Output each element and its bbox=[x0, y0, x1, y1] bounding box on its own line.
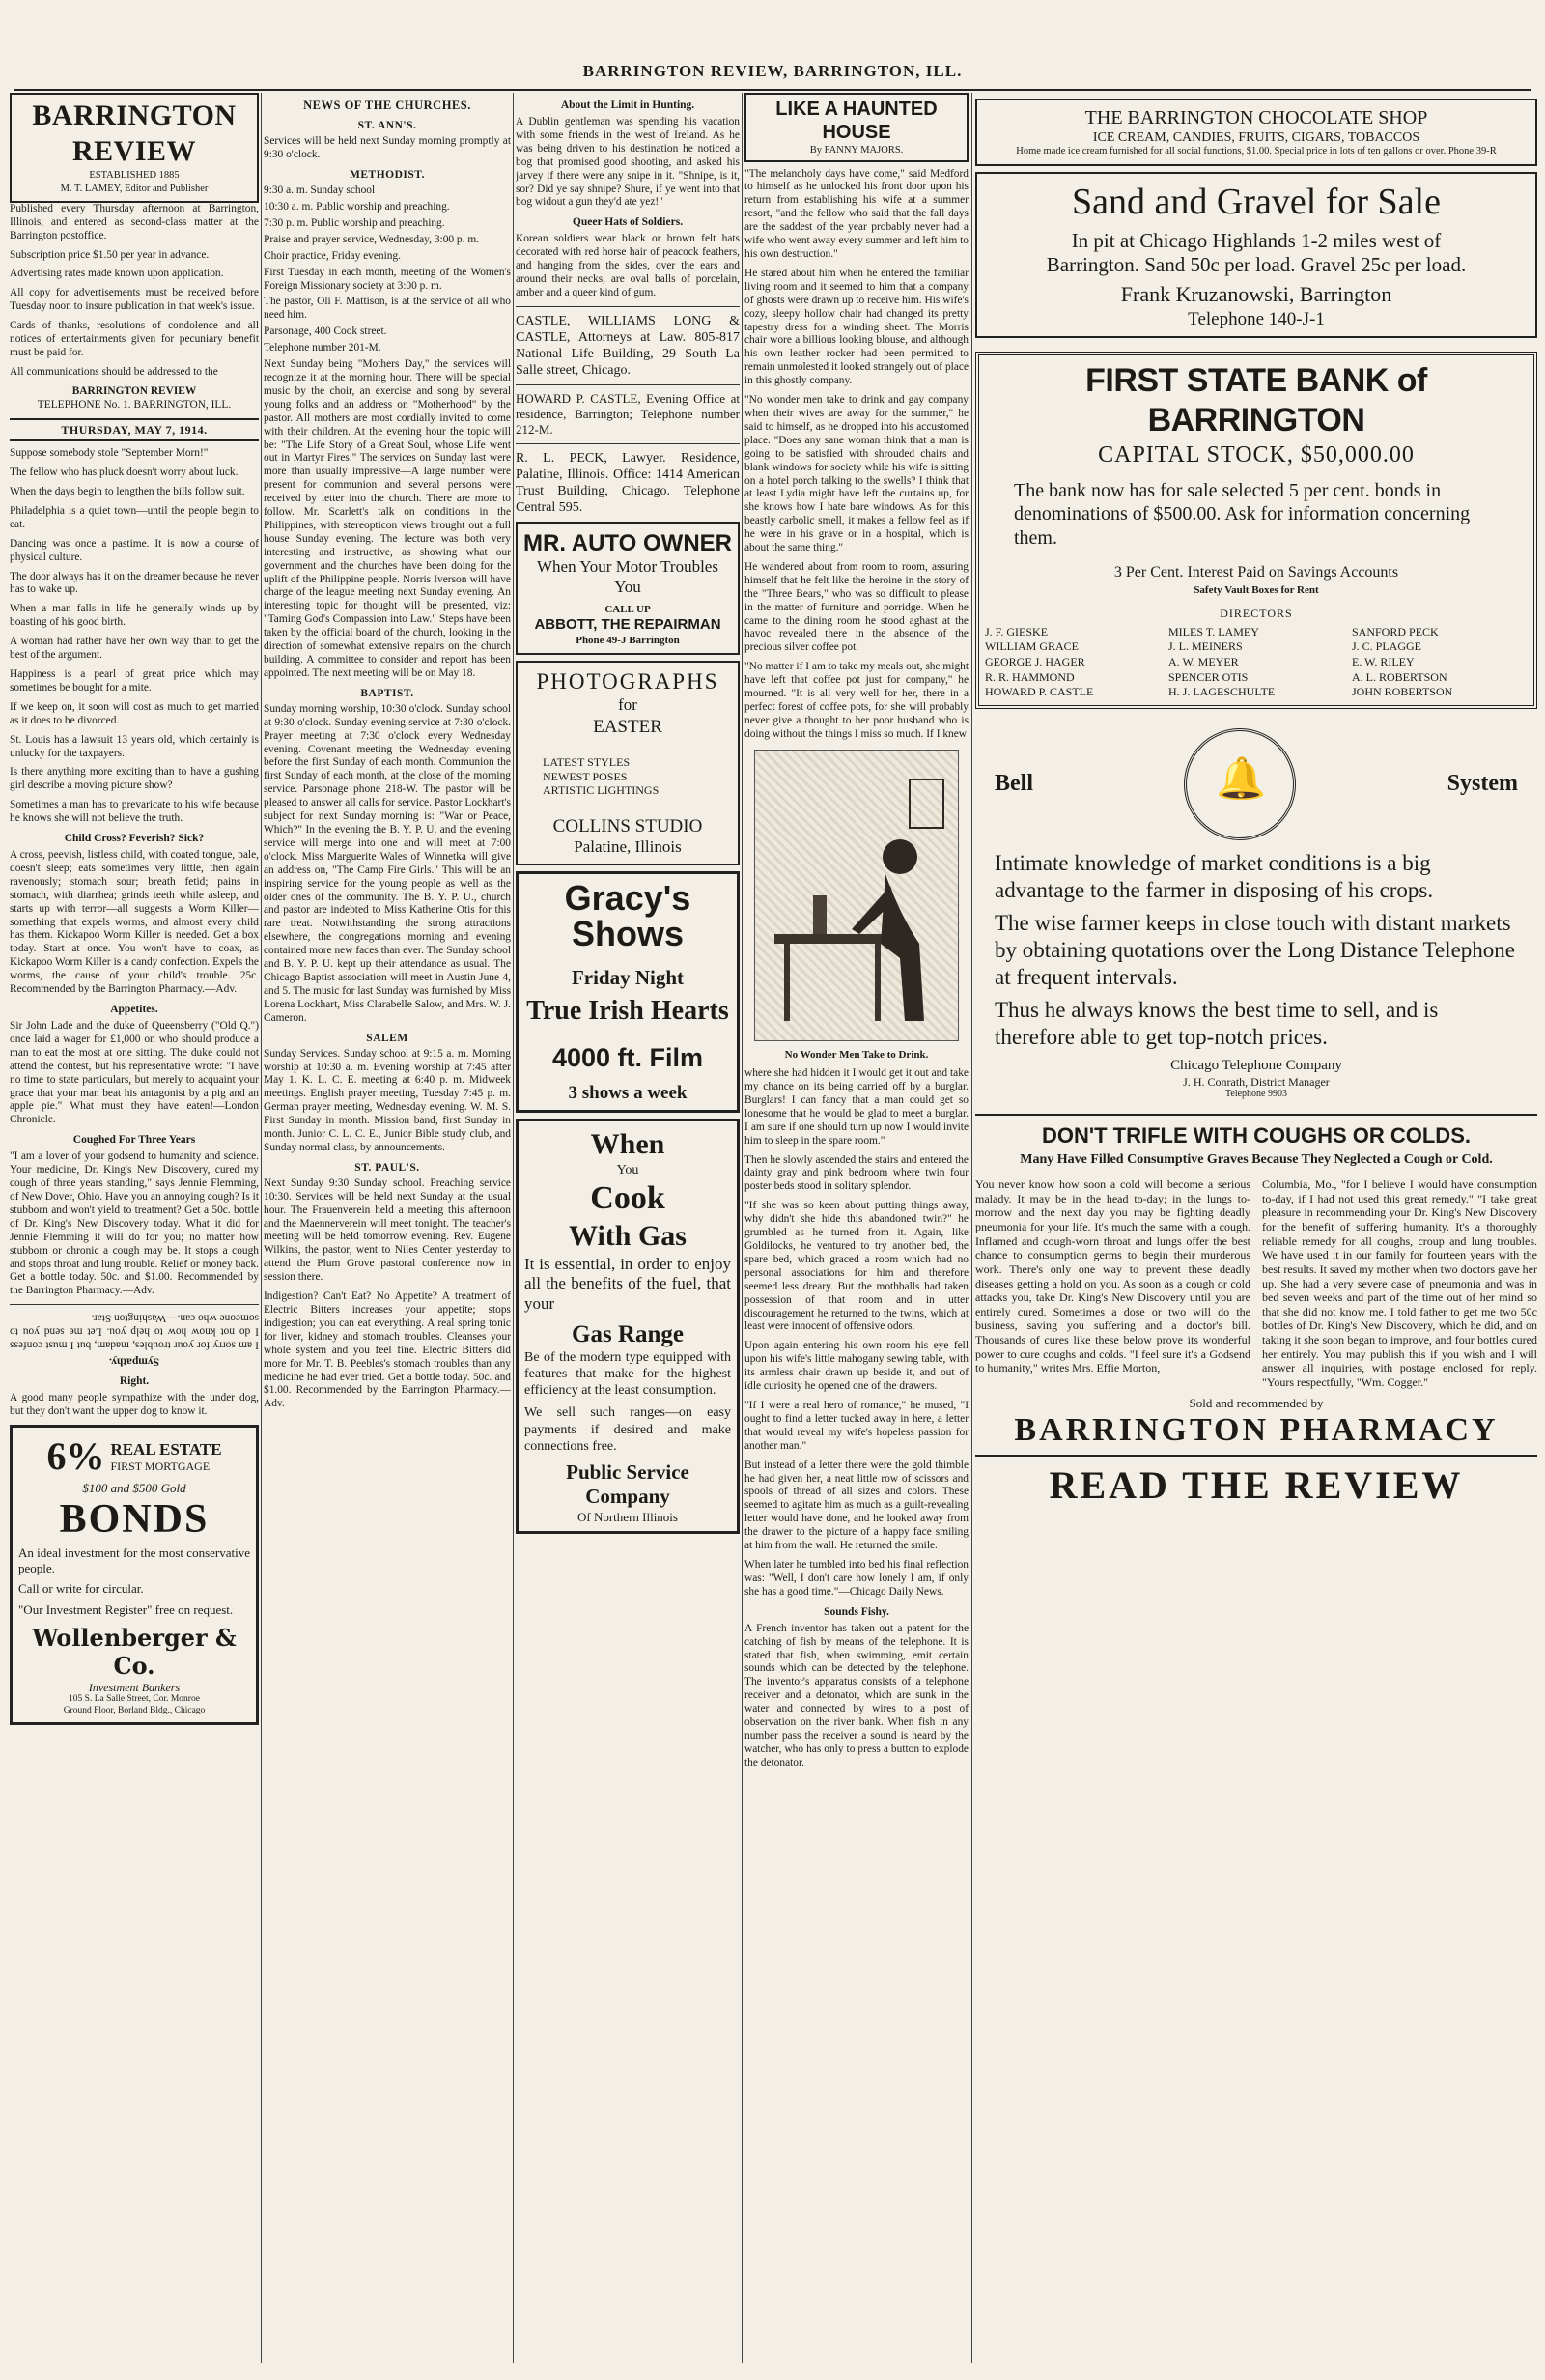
cough-title: DON'T TRIFLE WITH COUGHS OR COLDS. bbox=[1042, 1123, 1471, 1148]
bank-body: The bank now has for sale selected 5 per cent. bonds in denominations of $500.00. Ask for information concerning them. bbox=[1014, 480, 1471, 549]
methodist-line: 9:30 a. m. Sunday school bbox=[264, 184, 376, 197]
church-heading: SALEM bbox=[366, 1032, 408, 1044]
story-byline: By FANNY MAJORS. bbox=[809, 144, 904, 156]
director-list bbox=[985, 625, 1528, 699]
sand-phone: Telephone 140-J-1 bbox=[1188, 308, 1325, 329]
column-rule bbox=[261, 93, 262, 2363]
director-name: A. W. MEYER bbox=[1168, 655, 1239, 669]
short-paragraph: Happiness is a pearl of great price which may sometimes be bought for a mite. bbox=[10, 667, 259, 694]
divider bbox=[10, 1304, 259, 1305]
photo-line: ARTISTIC LIGHTINGS bbox=[543, 783, 660, 798]
bonds-line1: An ideal investment for the most conservative people. bbox=[18, 1544, 250, 1575]
column-5 bbox=[975, 93, 1537, 2363]
story-paragraph: "The melancholy days have come," said Medford to himself as he unlocked his front door upon his return from establishing his wife at a summer resort, "and the fellow who said that the fall days are the saddest of the year probably never had a wife who went away every summer and left him to his own destruction." bbox=[744, 167, 969, 261]
article-body: A good many people sympathize with the under dog, but they don't want the upper dog to know it. bbox=[10, 1392, 259, 1417]
article-title: Appetites. bbox=[110, 1004, 158, 1016]
divider bbox=[516, 306, 740, 307]
bonds-address: 105 S. La Salle Street, Cor. Monroe bbox=[69, 1694, 200, 1705]
divider bbox=[516, 443, 740, 444]
story-paragraph: "No matter if I am to take my meals out, she might have left that coffee pot just for company," he mourned. "It is all very well for her, there in a perfect forest of coffee pots, for she will probably never give a thought to her poor husband who is doing without the things I miss so much. If I knew bbox=[744, 661, 969, 740]
cough-left: You never know how soon a cold will become a serious malady. It may be in the head to-day; in the lungs to-morrow and the next day you may be fighting deadly pneumonia for your life. It's much the same with a cough. Inflamed and cough-worn throat and lungs offer the best chance to consumption germs to begin their murderous work. There's only one way to prevent these deadly diseases getting a hold on you. As soon as a cough or cold attacks you, take Dr. King's New Discovery until you are entirely cured. Sometimes a dose or two will do the business, saving you suffering and a doctor's bill. Thousands of cures like these below prove its wonderful power to cure coughs and colds. "I feel sure it's a Godsend to humanity," writes Mrs. Effie Morton, bbox=[975, 1177, 1250, 1375]
article-body: A Dublin gentleman was spending his vacation with some friends in the west of Ireland. As he was being driven to his destination he noticed a bog that promised good shooting, and asked his jarvey if there were any snipe in it. "Shnipe, is it, sor? Did ye say shnipe? Shure, if ye went into that bog widout a gun they'd ate yez!" bbox=[516, 116, 740, 209]
story-paragraph: But instead of a letter there were the gold thimble he had given her, a neat little row of scissors and spools of thread of all sizes and colors. These seemed to agitate him as much as a guilt-revealing letter would have done, and he looked away from the drawer to the picture of a happy face smiling at him from the wall. He returned the smile. bbox=[744, 1459, 969, 1552]
column-1 bbox=[10, 93, 259, 2363]
article-body: A cross, peevish, listless child, with coated tongue, pale, doesn't sleep; eats sometimes very little, then again ravenously; stomach sour; breath fetid; pains in stomach, with diarrhea; grinds teeth while asleep, and starts up with terror—all suggests a Worm Killer—something that expels worms, and almost every child has them. Kickapoo Worm Killer is needed. Get a box today. Start at once. You won't have to coax, as Kickapoo Worm Killer is a candy confection. Expels the worms, the cause of your child's trouble. 25c. Recommended by the Barrington Pharmacy.—Adv. bbox=[10, 849, 259, 996]
gracy-title: Gracy's Shows bbox=[564, 877, 691, 954]
auto-sub: When Your Motor Troubles You bbox=[537, 557, 718, 597]
bell-company: Chicago Telephone Company bbox=[1170, 1058, 1342, 1074]
director-name: R. R. HAMMOND bbox=[985, 669, 1075, 684]
story-header bbox=[744, 93, 969, 162]
short-paragraph: The fellow who has pluck doesn't worry about luck. bbox=[10, 467, 239, 479]
bonds-line2: Call or write for circular. bbox=[18, 1581, 144, 1597]
methodist-line: First Tuesday in each month, meeting of the Women's Foreign Missionary society at 3:00 p. m. bbox=[264, 266, 511, 292]
director-name: JOHN ROBERTSON bbox=[1352, 685, 1453, 699]
read-review: READ THE REVIEW bbox=[975, 1455, 1537, 1510]
castle-evening-card: HOWARD P. CASTLE, Evening Office at residence, Barrington; Telephone number 212-M. bbox=[516, 391, 740, 437]
church-text: Services will be held next Sunday morning promptly at 9:30 o'clock. bbox=[264, 135, 511, 161]
story-paragraph: He stared about him when he entered the familiar living room and it seemed to him that a company of ghosts were drawn up to receive him. His wife's cozy, sleepy hollow chair had changed its pretty tapestry dress for a winding sheet. The Morris chair wore a billious looking blouse, and although his own leather rocker had been permitted to remain unmolested it looked strangely out of place in this ghostly company. bbox=[744, 267, 969, 387]
gas-when: When bbox=[590, 1127, 665, 1160]
auto-name: ABBOTT, THE REPAIRMAN bbox=[534, 616, 721, 634]
bank-capital: CAPITAL STOCK, $50,000.00 bbox=[1098, 441, 1415, 468]
article-title: Sympathy. bbox=[108, 1356, 160, 1368]
article-title: Right. bbox=[119, 1375, 150, 1387]
choc-line: Home made ice cream furnished for all social functions, $1.00. Special price in lots of ten gallons or over. Phone 39-R bbox=[1016, 146, 1497, 157]
top-rule bbox=[14, 89, 1531, 91]
gracy-week: 3 shows a week bbox=[568, 1082, 688, 1103]
church-heading: BAPTIST. bbox=[360, 687, 414, 699]
photo-for: for bbox=[618, 695, 637, 714]
bell-paragraph: The wise farmer keeps in close touch with distant markets by obtaining quotations over the Long Distance Telephone at frequent intervals. bbox=[995, 910, 1515, 990]
bell-phone: Telephone 9903 bbox=[1224, 1089, 1287, 1100]
bank-vault: Safety Vault Boxes for Rent bbox=[1194, 583, 1319, 596]
methodist-lines bbox=[264, 184, 511, 355]
bank-directors: DIRECTORS bbox=[1220, 607, 1293, 621]
column-3 bbox=[516, 93, 740, 2363]
story-illustration bbox=[754, 750, 959, 1041]
advertising-notice: Advertising rates made known upon application. bbox=[10, 268, 224, 280]
cough-pharmacy: BARRINGTON PHARMACY bbox=[1014, 1412, 1499, 1449]
director-name: J. F. GIESKE bbox=[985, 624, 1049, 638]
short-paragraph: Suppose somebody stole "September Morn!" bbox=[10, 447, 209, 460]
established: ESTABLISHED 1885 bbox=[89, 170, 180, 182]
article-body: I am sorry for your troubles, madam, but I must confess I do not know how to help you. Let me send you to someone who can.—Washington Star. bbox=[10, 1313, 259, 1351]
photo-studio: COLLINS STUDIO bbox=[552, 815, 703, 836]
director-name: WILLIAM GRACE bbox=[985, 639, 1079, 654]
story-paragraph: where she had hidden it I would get it out and take my chance on its being carried off by a burglar. Burglars! I can fancy that a man could get so lonesome that he would be glad to meet a burglar. I am sure if one should turn up now I would invite him to sleep in the spare room." bbox=[744, 1067, 969, 1147]
cards-notice: Cards of thanks, resolutions of condolence and all notices of entertainments given for pecuniary benefit must be paid for. bbox=[10, 320, 259, 358]
article-title: Coughed For Three Years bbox=[72, 1134, 196, 1147]
inverted-article bbox=[10, 1311, 259, 1369]
bell-ad bbox=[975, 715, 1537, 1114]
gas-cook: Cook bbox=[590, 1180, 665, 1217]
auto-phone: Phone 49-J Barrington bbox=[576, 634, 680, 646]
article-title: Sounds Fishy. bbox=[824, 1605, 889, 1618]
column-rule bbox=[513, 93, 514, 2363]
director-name: HOWARD P. CASTLE bbox=[985, 685, 1094, 699]
church-text: Sunday Services. Sunday school at 9:15 a. m. Morning worship at 10:30 a. m. Evening worship at 7:45 after May 1. K. L. C. E. meeting at 6:40 p. m. Midweek meetings. English prayer meeting, Tuesday 7:45 p. m. German prayer meeting, Wednesday evening. W. M. S. First Sunday in month. Mission band, first Sunday in month. Junior C. L. C. E., Junior Bible study club, and Sunday normal class, by announcements. bbox=[264, 1047, 511, 1153]
cough-right: Columbia, Mo., "for I believe I would have consumption to-day, if I had not used this great remedy." "I take great pleasure in recommending your Dr. King's New Discovery for the benefit of suffering humanity. It's a thoroughly reliable remedy for all coughs, croup and lung troubles. We have used it in our family for fourteen years with the best results. It saved my mother when two doctors gave her up. She had a very severe case of pneumonia and was in bed seven weeks and part of the time out of her mind so that she did not know me. I told father to get me two 50c bottles of Dr. King's New Discovery, which he did, and on taking it she soon began to improve, and four bottles cured her entirely. You may publish this if you wish and I will answer all inquiries, with postage enclosed for reply. "Yours respectfully, "Wm. Cogger." bbox=[1262, 1177, 1537, 1389]
story-title: LIKE A HAUNTED HOUSE bbox=[775, 99, 938, 144]
bank-ad bbox=[975, 352, 1537, 709]
methodist-line: Praise and prayer service, Wednesday, 3:00 p. m. bbox=[264, 233, 480, 245]
director-name: H. J. LAGESCHULTE bbox=[1168, 685, 1276, 699]
methodist-line: Telephone number 201-M. bbox=[264, 342, 381, 354]
director-name: SANFORD PECK bbox=[1352, 624, 1439, 638]
methodist-line: Parsonage, 400 Cook street. bbox=[264, 326, 387, 338]
short-paragraph: Dancing was once a pastime. It is now a course of physical culture. bbox=[10, 537, 259, 563]
article-title: Child Cross? Feverish? Sick? bbox=[64, 833, 205, 845]
gas-body: It is essential, in order to enjoy all the benefits of the fuel, that your bbox=[524, 1254, 731, 1313]
church-heading: ST. PAUL'S. bbox=[354, 1161, 420, 1174]
article-title: Queer Hats of Soldiers. bbox=[572, 216, 684, 229]
director-name: E. W. RILEY bbox=[1352, 655, 1415, 669]
issue-date: THURSDAY, MAY 7, 1914. bbox=[10, 418, 259, 442]
bell-header bbox=[995, 728, 1518, 840]
gas-range: Gas Range bbox=[572, 1320, 684, 1347]
gas-region: Of Northern Illinois bbox=[577, 1509, 678, 1524]
article-body: A French inventor has taken out a patent for the catching of fish by means of the telephone. It is stated that fish, when swimming, emit certain sounds which can be detected by the telephone. The inventor's apparatus consists of a telephone receiver and a detonator, which are sunk in the water and connected by wires to a post of observation on the river bank. When fish in any number pass the receiver a sound is heard by the watcher, who has only to press a button to explode the detonator. bbox=[744, 1622, 969, 1769]
article-body: "I am a lover of your godsend to humanity and science. Your medicine, Dr. King's New Discovery, cured my cough of three years standing," says Jennie Flemming, of New Dover, Ohio. Have you an annoying cough? Is it stubborn and won't yield to treatment? Get a 50c. bottle of Dr. King's New Discovery today. What it did for Jennie Flemming it will do for you; no matter how stubborn or chronic a cough may be. It stops a cough and stops throat and lung trouble. Relief or money back. Get a bottle today. 50c. and $1.00. Recommended by the Barrington Pharmacy.—Adv. bbox=[10, 1150, 259, 1297]
bonds-percent: 6% bbox=[46, 1433, 105, 1478]
short-paragraph: The door always has it on the dreamer because he never has to wake up. bbox=[10, 570, 259, 596]
story-paragraph: When later he tumbled into bed his final reflection was: "Well, I don't care how lonely I am, if only she has a good time."—Chicago Daily News. bbox=[744, 1558, 969, 1598]
article-title: About the Limit in Hunting. bbox=[560, 99, 695, 111]
cough-ad bbox=[975, 1114, 1537, 1509]
story-paragraph: "If she was so keen about putting things away, why didn't she hide this abandoned twin?" he grumbled as he turned from it. Again, like Goldilocks, he ventured to try another bed, the spare bed, which graced a room which had no personal associations for him and therefore seemed less dreary. But the mothballs had taken possession of that room and in utter discouragement he returned to the twins, which at least were innocent of offensive odors. bbox=[744, 1200, 969, 1333]
published-notice: Published every Thursday afternoon at Barrington, Illinois, and entered as second-class matter at the Barrington postoffice. bbox=[10, 202, 259, 241]
bell-manager: J. H. Conrath, District Manager bbox=[1183, 1074, 1330, 1089]
church-text: Sunday morning worship, 10:30 o'clock. Sunday school at 9:30 o'clock. Sunday evening service at 7:30 o'clock. Prayer meeting at 7:30 o'clock every Wednesday evening. Covenant meeting the Wednesday evening before the first Sunday of each month. Communion the first Sunday of each month, at the close of the morning service. Parsonage phone 218-W. The pastor will be pleased to answer all calls for service. Pastor Lockhart's subject for next Sunday morning is: "War or Peace, Which?" In the evening the B. Y. P. U. and the evening service will merge into one and will meet at 7:00 o'clock. Miss Marguerite Wales of Winnetka will give an address on, "The Camp Fire Girls." This will be an inspiring service for the young people as well as the older ones of the community. The B. Y. P. U., church and pastor are indebted to Miss Katherine Otis for this rare treat. Notwithstanding the strong attractions elsewhere, the congregations morning and evening contained more new faces than ever. The Sunday school and B. Y. P. U. kept up their attendance as usual. The Chicago Baptist association will meet in Austin June 4, and 5. The music for last Sunday was furnished by Miss Lorena Lockhart, Miss Clarabelle Salow, and Mrs. W. J. Cameron. bbox=[264, 702, 511, 1024]
illustration-caption: No Wonder Men Take to Drink. bbox=[784, 1048, 929, 1061]
director-name: J. L. MEINERS bbox=[1168, 639, 1243, 654]
article-body: Korean soldiers wear black or brown felt hats decorated with red horse hair of peacock feathers, and hanging from the sides, over the ears and around their necks, are oval balls of porcelain, amber and a queer kind of gum. bbox=[516, 233, 740, 298]
director-name: MILES T. LAMEY bbox=[1168, 624, 1259, 638]
bonds-header bbox=[18, 1433, 250, 1481]
auto-owner-ad bbox=[516, 522, 740, 655]
church-heading: METHODIST. bbox=[350, 169, 425, 182]
story-paragraph: He wandered about from room to room, assuring himself that he felt like the heroine in the story of the "Three Bears," who was so difficult to please in the matter of furniture and porridge. When he came to the dining room he stood aghast at the havoc revealed there in the absence of the precious silver coffee pot. bbox=[744, 560, 969, 654]
bell-right: System bbox=[1447, 771, 1518, 797]
church-text: Next Sunday being "Mothers Day," the services will recognize it at the morning hour. There will be special music by the choir, an exercise and song by several young folks and an address on "Motherhood" by the pastor. All mothers are most cordially invited to come with their children. At the evening hour the topic will be: "The Life Story of a Great Soul, whose Life went out in Martyr Fires." The services on Sunday last were more than usually impressive—A large number were present for communion and several persons were received by letter into the church. There are more to follow. Mr. Scarlett's talk on conditions in the Philippines, with stereopticon views brought out a full house Sunday evening. The lecture was both very interesting and instructive, as showing what our government and the churches have been doing for the uplift of the Philippine people. Norris Iverson will have charge of the league meeting next Sunday evening. An interesting topic for thought will be presented, viz: "Taming God's Compassion into Law." Steps have been taken by the official board of the church, looking in the direction of somewhat extensive repairs on the church building. A committee to consider and report has been appointed. The next meeting will be on May 18. bbox=[264, 358, 511, 679]
paragraph-list bbox=[10, 447, 259, 826]
sand-name: Frank Kruzanowski, Barrington bbox=[1120, 281, 1392, 306]
church-text: Next Sunday 9:30 Sunday school. Preaching service 10:30. Services will be held next Sunday at the usual hour. The Frauenverein held a meeting this afternoon and the Maennerverein will meet tonight. The teacher's meeting will be held tomorrow evening. Rev. Eugene Wilkins, the pastor, went to Niles Center yesterday to attend the Plum Grove pastoral conference now in session there. bbox=[264, 1176, 511, 1284]
sand-gravel-ad bbox=[975, 172, 1537, 338]
church-heading: ST. ANN'S. bbox=[357, 120, 417, 132]
choc-sub: ICE CREAM, CANDIES, FRUITS, CIGARS, TOBACCOS bbox=[1092, 130, 1420, 146]
running-title: BARRINGTON REVIEW, BARRINGTON, ILL. bbox=[582, 62, 963, 80]
cough-columns bbox=[975, 1177, 1537, 1389]
indigestion-ad: Indigestion? Can't Eat? No Appetite? A treatment of Electric Bitters increases your appetite; stops indigestion; you can eat everything. A real spring tonic for liver, kidney and stomach troubles. Cleanses your whole system and you feel fine. Electric Bitters did more for Mr. T. B. Peebles's stomach troubles than any medicine he had ever tried. Get a bottle today. 50c. and $1.00. Recommended by the Barrington Pharmacy.—Adv. bbox=[264, 1290, 511, 1410]
gas-you: You bbox=[616, 1163, 639, 1178]
auto-call: CALL UP bbox=[604, 603, 651, 615]
short-paragraph: Is there anything more exciting than to have a gushing girl describe a moving picture show? bbox=[10, 766, 259, 792]
short-paragraph: If we keep on, it soon will cost as much to get married as it does to be divorced. bbox=[10, 700, 259, 726]
sand-body: In pit at Chicago Highlands 1-2 miles west of Barrington. Sand 50c per load. Gravel 25c per load. bbox=[1046, 228, 1467, 277]
bell-paragraph: Thus he always knows the best time to sell, and is therefore able to get top-notch prices. bbox=[995, 998, 1439, 1050]
cough-sold: Sold and recommended by bbox=[1189, 1395, 1324, 1410]
bonds-line3: "Our Investment Register" free on request. bbox=[18, 1602, 234, 1618]
gas-with: With Gas bbox=[569, 1219, 687, 1252]
short-paragraph: Philadelphia is a quiet town—until the people begin to eat. bbox=[10, 504, 259, 530]
photo-line: NEWEST POSES bbox=[543, 769, 628, 783]
bonds-firm-sub: Investment Bankers bbox=[88, 1680, 181, 1694]
article-body: Sir John Lade and the duke of Queensberry ("Old Q.") once laid a wager for £1,000 on who should produce a man to eat the most at one sitting. The duke could not attend the contest, but his representative wrote: "I have no time to state particulars, but merely to acquaint your grace that your man beat his antagonist by a pig and an apple pie." What must they have eaten!—London Chronicle. bbox=[10, 1020, 259, 1126]
bell-left: Bell bbox=[995, 771, 1033, 797]
cough-sub: Many Have Filled Consumptive Graves Because They Neglected a Cough or Cold. bbox=[1020, 1152, 1493, 1168]
director-name: SPENCER OTIS bbox=[1168, 669, 1249, 684]
section-title: NEWS OF THE CHURCHES. bbox=[303, 99, 471, 112]
communications-notice: All communications should be addressed to the bbox=[10, 365, 218, 378]
divider bbox=[516, 384, 740, 385]
choc-title: THE BARRINGTON CHOCOLATE SHOP bbox=[1084, 107, 1428, 128]
telephone-line: TELEPHONE No. 1. BARRINGTON, ILL. bbox=[37, 398, 232, 411]
masthead bbox=[10, 93, 259, 203]
director-name: A. L. ROBERTSON bbox=[1352, 669, 1447, 684]
bonds-sub: FIRST MORTGAGE bbox=[110, 1459, 211, 1474]
bell-logo-icon bbox=[1184, 728, 1296, 840]
photo-lines bbox=[523, 755, 732, 798]
chocolate-shop-ad bbox=[975, 99, 1537, 166]
short-paragraph: A woman had rather have her own way than to get the best of the argument. bbox=[10, 636, 259, 662]
bank-title: FIRST STATE BANK of BARRINGTON bbox=[1085, 361, 1427, 439]
photo-town: Palatine, Illinois bbox=[574, 836, 682, 856]
methodist-line: 10:30 a. m. Public worship and preaching. bbox=[264, 201, 450, 212]
photo-ad bbox=[516, 661, 740, 865]
copy-notice: All copy for advertisements must be received before Tuesday noon to insure publication in that week's issue. bbox=[10, 287, 259, 313]
story-paragraph: Upon again entering his own room his eye fell upon his wife's little mahogany sewing table, with its armless chair drawn up beside it, and out of idle curiosity he opened one of the drawers. bbox=[744, 1340, 969, 1393]
bonds-firm: Wollenberger & Co. bbox=[32, 1624, 237, 1681]
column-rule bbox=[971, 93, 972, 2363]
bonds-ad bbox=[10, 1425, 259, 1726]
bonds-heading bbox=[110, 1440, 221, 1474]
bonds-word: BONDS bbox=[59, 1497, 210, 1543]
director-name: J. C. PLAGGE bbox=[1352, 639, 1422, 654]
bonds-denoms: $100 and $500 Gold bbox=[82, 1480, 186, 1495]
peck-card: R. L. PECK, Lawyer. Residence, Palatine, Illinois. Office: 1414 American Trust Building, Chicago. Telephone Central 595. bbox=[516, 450, 740, 516]
editor-line: M. T. LAMEY, Editor and Publisher bbox=[60, 183, 209, 194]
column-4 bbox=[744, 93, 969, 2363]
methodist-line: Choir practice, Friday evening. bbox=[264, 249, 402, 262]
bonds-address2: Ground Floor, Borland Bldg., Chicago bbox=[63, 1705, 206, 1715]
bank-interest: 3 Per Cent. Interest Paid on Savings Accounts bbox=[1113, 564, 1399, 581]
column-rule bbox=[742, 93, 743, 2363]
office-name: BARRINGTON REVIEW bbox=[71, 384, 197, 397]
photo-easter: EASTER bbox=[593, 716, 662, 737]
gracy-film: 4000 ft. Film bbox=[551, 1042, 704, 1072]
gas-body3: We sell such ranges—on easy payments if desired and make connections free. bbox=[524, 1405, 731, 1454]
gracy-ad bbox=[516, 871, 740, 1113]
auto-title: MR. AUTO OWNER bbox=[523, 530, 732, 557]
gracy-night: Friday Night bbox=[571, 966, 685, 990]
sand-title: Sand and Gravel for Sale bbox=[1072, 182, 1441, 223]
photo-title: PHOTOGRAPHS bbox=[536, 668, 719, 694]
gas-body2: Be of the modern type equipped with features that make for the highest efficiency at the least consumption. bbox=[524, 1350, 731, 1399]
photo-line: LATEST STYLES bbox=[543, 754, 631, 769]
castle-card: CASTLE, WILLIAMS LONG & CASTLE, Attorneys at Law. 805-817 National Life Building, 29 South La Salle street, Chicago. bbox=[516, 313, 740, 379]
story-paragraph: "No wonder men take to drink and gay company when their wives are away for the summer," he said to himself, as he dropped into his accustomed place. "Does any sane woman think that a man is going to be satisfied with shrouded chairs and blank windows for society while his wife is sitting on a hotel porch talking to the swells? I think that at least Lydia might have left the curtains up, for she knows how I hate bare windows. As for this beastly carbolic smell, it makes a fellow feel as if he were in his grave or in a hospital, which is about the same thing." bbox=[744, 394, 969, 554]
story-paragraph: Then he slowly ascended the stairs and entered the dainty gray and pink bedroom where twin four poster beds stood in solitary splendor. bbox=[744, 1153, 969, 1193]
bonds-title: REAL ESTATE bbox=[110, 1439, 222, 1459]
gas-company: Public Service Company bbox=[566, 1459, 689, 1509]
methodist-line: The pastor, Oli F. Mattison, is at the service of all who need him. bbox=[264, 296, 511, 322]
short-paragraph: St. Louis has a lawsuit 13 years old, which certainly is unlucky for the taxpayers. bbox=[10, 733, 259, 759]
short-paragraph: Sometimes a man has to prevaricate to his wife because he knows she will not believe the truth. bbox=[10, 799, 259, 825]
methodist-line: 7:30 p. m. Public worship and preaching. bbox=[264, 216, 445, 229]
masthead-title: BARRINGTON REVIEW bbox=[32, 99, 237, 167]
gas-ad bbox=[516, 1119, 740, 1534]
man-at-table-illustration bbox=[755, 751, 958, 1040]
subscription-notice: Subscription price $1.50 per year in advance. bbox=[10, 248, 210, 261]
short-paragraph: When the days begin to lengthen the bills follow suit. bbox=[10, 486, 245, 497]
director-name: GEORGE J. HAGER bbox=[985, 655, 1085, 669]
bell-paragraph: Intimate knowledge of market conditions is a big advantage to the farmer in disposing of his crops. bbox=[995, 850, 1434, 902]
column-2 bbox=[264, 93, 511, 2363]
story-paragraph: "If I were a real hero of romance," he mused, "I ought to find a letter tucked away in here, a letter that would reveal my wife's hopeless passion for another man." bbox=[744, 1399, 969, 1452]
short-paragraph: When a man falls in life he generally winds up by boasting of his good birth. bbox=[10, 603, 259, 629]
gracy-feature: True Irish Hearts bbox=[526, 995, 729, 1026]
